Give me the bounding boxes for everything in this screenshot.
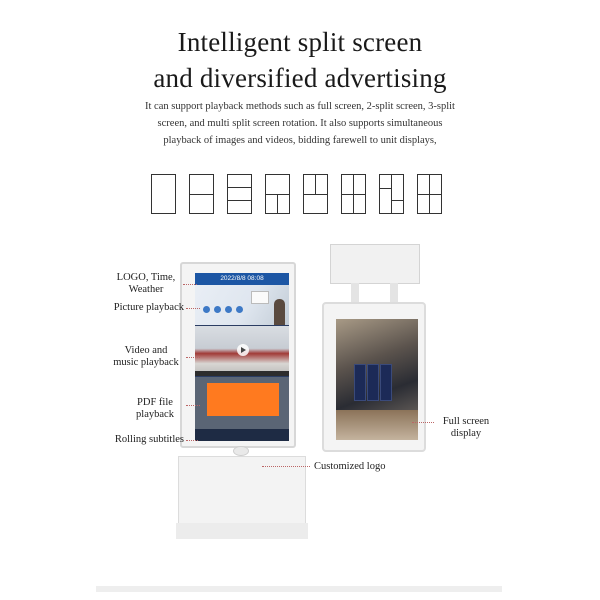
- left-device-screen: [195, 273, 289, 441]
- description: [110, 98, 490, 149]
- video-playback-area: [195, 326, 289, 376]
- split-layout-icons: [151, 174, 441, 218]
- pdf-document: [207, 383, 279, 416]
- layout-3-split-mixed-b-icon: [303, 174, 328, 214]
- layout-full-screen-icon: [151, 174, 176, 214]
- layout-3-split-mixed-a-icon: [265, 174, 290, 214]
- label-rolling-subtitles: Rolling subtitles: [114, 434, 184, 445]
- right-device-header-panel: [330, 244, 420, 284]
- description-line-2: screen, and multi split screen rotation. It also supports simultaneous: [157, 118, 443, 129]
- description-line-1: It can support playback methods such as full screen, 2-split screen, 3-split: [145, 101, 455, 112]
- whiteboard-image: [251, 291, 269, 304]
- screen-header: 2022/8/8 08:08: [195, 273, 289, 285]
- label-picture-playback: Picture playback: [113, 302, 184, 313]
- label-full-screen-display: Full screen display: [442, 416, 490, 439]
- right-device-hanger-right: [390, 283, 398, 303]
- left-device-base: [176, 523, 308, 539]
- layout-3-split-icon: [227, 174, 252, 214]
- right-device-hanger-left: [351, 283, 359, 303]
- person-image: [274, 299, 285, 325]
- label-customized-logo: Customized logo: [314, 461, 386, 472]
- label-video-music: Video and music playback: [113, 345, 179, 368]
- right-device-screen: [336, 319, 418, 440]
- play-icon: [237, 344, 249, 356]
- camera-logo-icon: [233, 446, 249, 456]
- layout-4-split-grid-icon: [417, 174, 442, 214]
- page-title-line-1: Intelligent split screen: [177, 27, 423, 57]
- label-pdf-playback: PDF file playback: [136, 397, 174, 420]
- layout-2-split-icon: [189, 174, 214, 214]
- picture-playback-area: [195, 285, 289, 325]
- bottom-divider: [96, 586, 502, 592]
- description-line-3: playback of images and videos, bidding farewell to unit displays,: [163, 135, 437, 146]
- video-control-bar: [195, 371, 289, 376]
- page-title-line-2: and diversified advertising: [153, 63, 447, 93]
- rolling-subtitles-bar: [195, 429, 289, 441]
- label-logo-time-weather: LOGO, Time, Weather: [116, 272, 176, 295]
- layout-4-split-mixed-icon: [379, 174, 404, 214]
- layout-3-split-mixed-c-icon: [341, 174, 366, 214]
